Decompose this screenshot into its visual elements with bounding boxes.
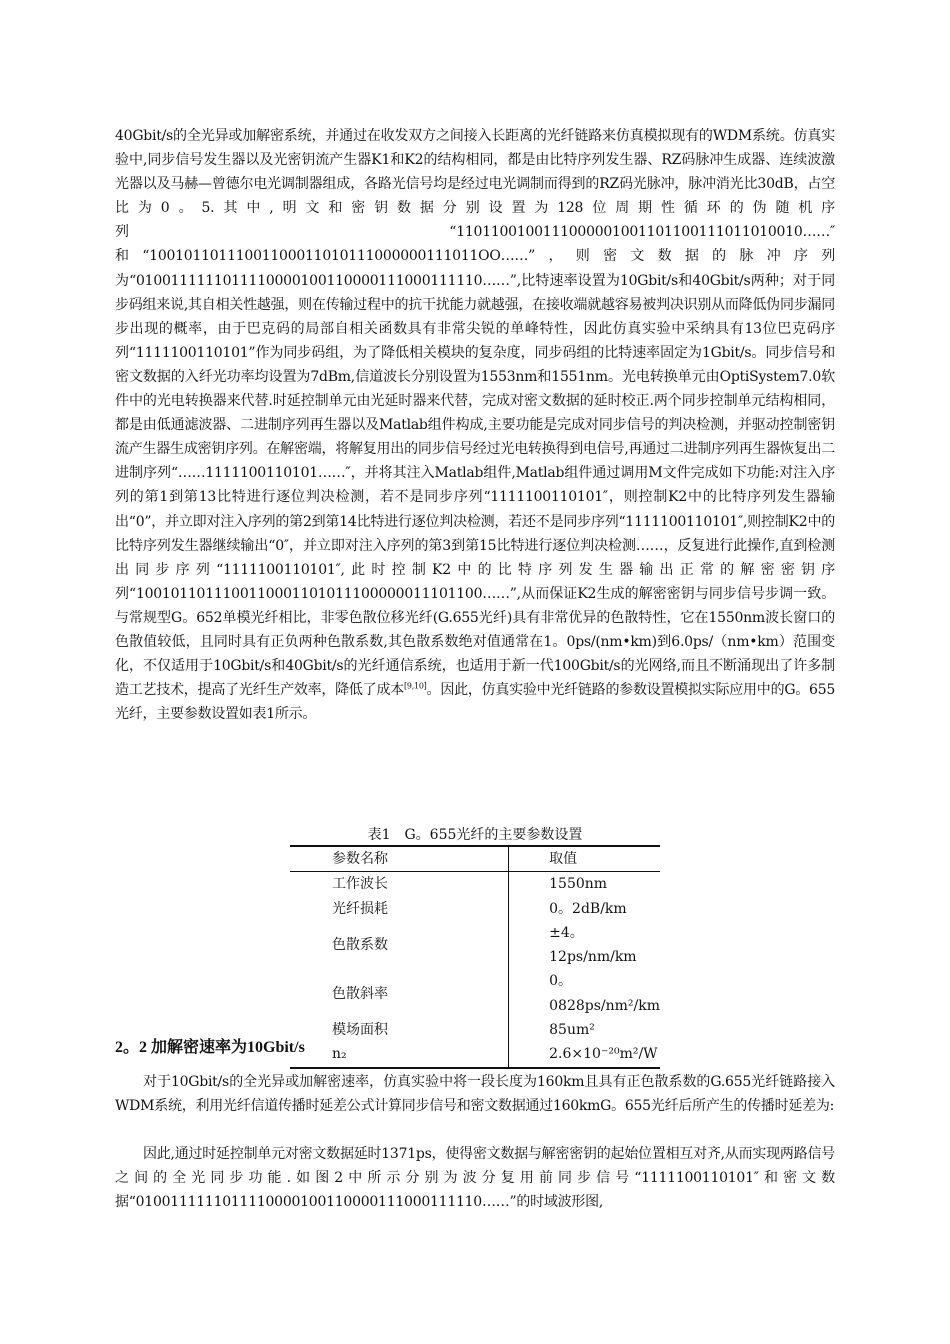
param-value-cell: 85um² (549, 1022, 595, 1039)
header-value: 取值 (549, 851, 578, 867)
fiber-parameter-table (290, 845, 660, 1069)
citation-superscript: [9,10] (403, 681, 427, 691)
paragraph-1-tail: 。因此，仿真实验中光纤链路的参数设置模拟实际应用中的G。655光纤，主要参数设置如表1所示。 (115, 682, 836, 723)
table-header-row (290, 846, 660, 872)
paragraph-1-text: 40Gbit/s的全光异或加解密系统，并通过在收发双方之间接入长距离的光纤链路来仿真模拟现有的WDM系统。仿真实验中,同步信号发生器以及光密钥流产生器K1和K2的结构相同，都是由比特序列发生器、RZ码脉冲生成器、连续波激光器以及马赫—曾德尔电光调制器组成，各路光信号均是经过电光调制而得到的RZ码光脉冲，脉冲消光比30dB，占空比为0。5.其中,明文和密钥数据分别设置为128位周期性循环的伪随机序列“1101100100111000001001101100111011010010……″和“10010110111001100011010111000000111011OO……”，则密文数据的脉冲序列为“0100111111011110000100110000111000111110……”,比特速率设置为10Gbit/s和40Gbit/s两种；对于同步码组来说,其自相关性越强，则在传输过程中的抗干扰能力就越强，在接收端就越容易被判决识别从而降低伪同步漏同步出现的概率，由于巴克码的局部自相关函数具有非常尖锐的单峰特性，因此仿真实验中采纳具有13位巴克码序列“1111100110101”作为同步码组，为了降低相关模块的复杂度，同步码组的比特速率固定为1Gbit/s。同步信号和密文数据的入纤光功率均设置为7dBm,信道波长分别设置为1553nm和1551nm。光电转换单元由OptiSystem7.0软件中的光电转换器来代替.时延控制单元由光延时器来代替，完成对密文数据的延时校正.两个同步控制单元结构相同，都是由低通滤波器、二进制序列再生器以及Matlab组件构成,主要功能是完成对同步信号的判决检测，并驱动控制密钥流产生器生成密钥序列。在解密端，将解复用出的同步信号经过光电转换得到电信号,再通过二进制序列再生器恢复出二进制序列“……1111100110101……″，并将其注入Matlab组件,Matlab组件通过调用M文件完成如下功能:对注入序列的第1到第13比特进行逐位判决检测，若不是同步序列“1111100110101″，则控制K2中的比特序列发生器输出“0”，并立即对注入序列的第2到第14比特进行逐位判决检测，若还不是同步序列“1111100110101″,则控制K2中的比特序列发生器继续输出“0″，并立即对注入序列的第3到第15比特进行逐位判决检测……，反复进行此操作,直到检测出同步序列“1111100110101″,此时控制K2中的比特序列发生器输出正常的解密密钥序列“1001011011100110001101011100000011101100……”,从而保证K2生成的解密密钥与同步信号步调一致。与常规型G。652单模光纤相比，非零色散位移光纤(G.655光纤)具有非常优异的色散特性，它在1550nm波长窗口的色散值较低，且同时具有正负两种色散系数,其色散系数绝对值通常在1。0ps/(nm•km)到6.0ps/（nm•km）范围变化，不仅适用于10Gbit/s和40Gbit/s的光纤通信系统，也适用于新一代100Gbit/s的光网络,而且不断涌现出了许多制造工艺技术，提高了光纤生产效率，降低了成本 (115, 128, 835, 699)
table-row (290, 921, 660, 970)
table-row (290, 969, 660, 1018)
table-row (290, 1018, 660, 1042)
body-paragraph-1 (115, 124, 835, 726)
param-name-cell: 模场面积 (290, 1018, 509, 1042)
table-row (290, 1042, 660, 1067)
body-paragraph-3: 因此,通过时延控制单元对密文数据延时1371ps，使得密文数据与解密密钥的起始位置相互对齐,从而实现两路信号之间的全光同步功能.如图2中所示分别为波分复用前同步信号“1111100110101″和密文数据“0100111111011110000100110000111000111110……”的时域波形图, (115, 1146, 835, 1211)
param-name-cell: 光纤损耗 (290, 897, 509, 921)
table-caption: 表1 G。655光纤的主要参数设置 (367, 827, 583, 843)
param-value-cell: 0。0828ps/nm²/km (549, 973, 661, 1014)
param-value-cell: 2.6×10⁻²⁰m²/W (549, 1046, 658, 1063)
param-name-cell: 工作波长 (290, 872, 509, 897)
param-name-cell: 色散斜率 (290, 969, 509, 1018)
table-row (290, 872, 660, 897)
param-name-cell: n₂ (290, 1042, 509, 1067)
body-paragraph-2: 对于10Gbit/s的全光异或加解密速率，仿真实验中将一段长度为160km且具有正色散系数的G.655光纤链路接入WDM系统，利用光纤信道传播时延差公式计算同步信号和密文数据通过160kmG。655光纤后所产生的传播时延差为: (115, 1074, 835, 1115)
param-value-cell: ±4。12ps/nm/km (549, 924, 637, 966)
header-param-name: 参数名称 (290, 846, 509, 872)
section-heading: 2。2 加解密速率为10Gbit/s (115, 1039, 305, 1056)
param-value-cell: 0。2dB/km (549, 900, 627, 917)
table-row (290, 897, 660, 921)
param-value-cell: 1550nm (549, 876, 608, 893)
param-name-cell: 色散系数 (290, 921, 509, 970)
